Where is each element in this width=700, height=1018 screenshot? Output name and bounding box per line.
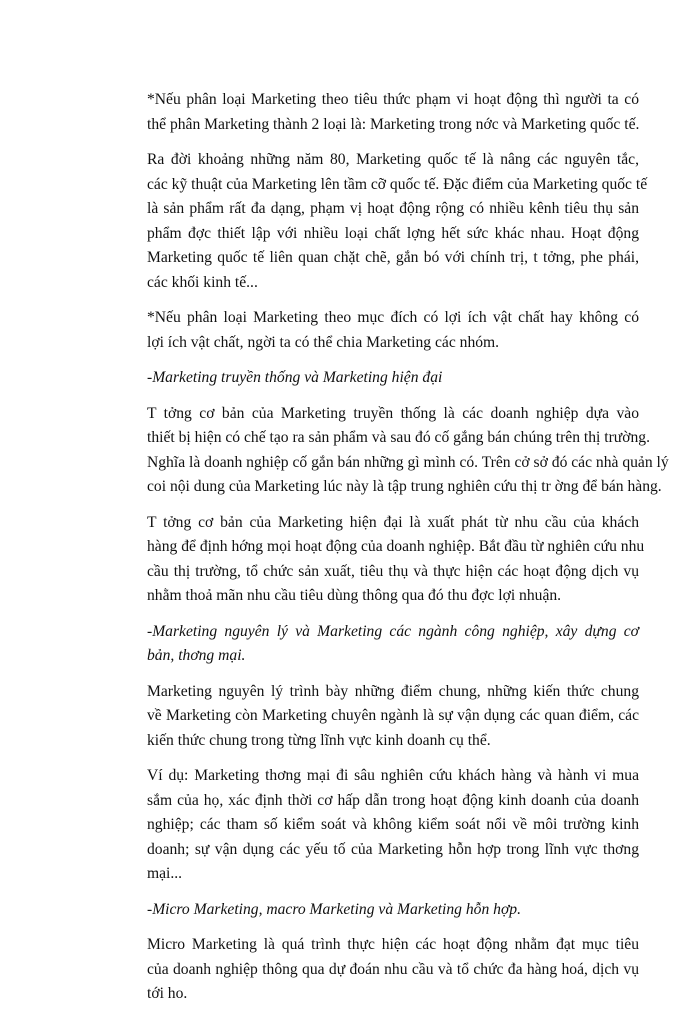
text-line: *Nếu phân loại Marketing theo tiêu thức phạm vi hoạt động thì người ta có (147, 91, 639, 108)
paragraph-micro-marketing (112, 933, 639, 1007)
text-line: mại... (147, 865, 183, 882)
text-line: Marketing nguyên lý trình bày những điểm chung, những kiến thức chung (147, 682, 639, 700)
subheading-principles-industries (112, 620, 639, 669)
text-line: bản, thơng mại. (147, 647, 246, 664)
text-line: các khối kinh tế... (147, 273, 258, 291)
subheading-micro-macro (112, 898, 639, 923)
text-line: các kỹ thuật của Marketing lên tầm cỡ quốc tế. Đặc điểm của Marketing quốc tế (147, 175, 648, 193)
document-page (112, 88, 669, 1018)
paragraph-marketing-scope (112, 88, 639, 137)
text-line: Marketing quốc tế liên quan chặt chẽ, gắn bó với chính trị, t tởng, phe phái, (147, 249, 639, 266)
text-line: lợi ích vật chất, ngời ta có thể chia Marketing các nhóm. (147, 333, 500, 351)
text-line: hàng để định hớng mọi hoạt động của doanh nghiệp. Bắt đầu từ nghiên cứu nhu (147, 538, 645, 555)
text-line: về Marketing còn Marketing chuyên ngành là sự vận dụng các quan điểm, các (147, 707, 639, 724)
text-line: cầu thị trường, tổ chức sản xuất, tiêu thụ và thực hiện các hoạt động dịch vụ (147, 562, 639, 580)
text-line: là sản phẩm rất đa dạng, phạm vị hoạt động rộng có nhiều kênh tiêu thụ sản (147, 200, 639, 217)
text-line: phẩm đợc thiết lập với nhiều loại chất lợng hết sức khác nhau. Hoạt động (147, 224, 639, 242)
text-line: -Marketing nguyên lý và Marketing các ngành công nghiệp, xây dựng cơ (147, 622, 639, 640)
text-line: T tởng cơ bản của Marketing truyền thống là các doanh nghiệp dựa vào (147, 404, 639, 422)
text-line: *Nếu phân loại Marketing theo mục đích có lợi ích vật chất hay không có (147, 309, 639, 326)
paragraph-modern-marketing (112, 511, 645, 609)
text-line: Ví dụ: Marketing thơng mại đi sâu nghiên cứu khách hàng và hành vi mua (147, 767, 639, 784)
text-line: thiết bị hiện có chế tạo ra sản phẩm và sau đó cố gắng bán chúng trên thị trường. (147, 429, 650, 446)
paragraph-principles-marketing (112, 680, 639, 754)
text-line: kiến thức chung trong từng lĩnh vực kinh doanh cụ thể. (147, 731, 491, 749)
text-line: T tởng cơ bản của Marketing hiện đại là xuất phát từ nhu cầu của khách (147, 513, 639, 531)
text-line: nghiệp; các tham số kiểm soát và không kiểm soát nổi về môi trường kinh (147, 816, 639, 833)
paragraph-international-marketing (112, 148, 648, 295)
text-line: doanh; sự vận dụng các yếu tố của Marketing hỗn hợp trong lĩnh vực thơng (147, 840, 639, 858)
paragraph-example-commerce (112, 764, 639, 887)
text-line: của doanh nghiệp thông qua dự đoán nhu cầu và tổ chức đa hàng hoá, dịch vụ (147, 960, 639, 978)
text-line: coi nội dung của Marketing lúc này là tập trung nghiên cứu thị tr ờng để bán hàng. (147, 478, 662, 495)
text-line: Micro Marketing là quá trình thực hiện các hoạt động nhằm đạt mục tiêu (147, 936, 639, 953)
paragraph-traditional-marketing (112, 402, 669, 500)
text-line: -Micro Marketing, macro Marketing và Marketing hỗn hợp. (147, 900, 521, 918)
text-line: sắm của họ, xác định thời cơ hấp dẫn trong hoạt động kinh doanh của doanh (147, 791, 639, 809)
text-line: nhằm thoả mãn nhu cầu tiêu dùng thông qua đó thu đợc lợi nhuận. (147, 587, 562, 604)
text-line: tới ho. (147, 985, 188, 1002)
text-line: -Marketing truyền thống và Marketing hiện đại (147, 369, 443, 386)
text-line: Ra đời khoảng những năm 80, Marketing quốc tế là nâng các nguyên tắc, (147, 151, 639, 168)
paragraph-marketing-purpose (112, 306, 639, 355)
text-line: Nghĩa là doanh nghiệp cố gắn bán những gì mình có. Trên cở sở đó các nhà quản lý (147, 453, 669, 471)
text-line: thể phân Marketing thành 2 loại là: Marketing trong nớc và Marketing quốc tế. (147, 115, 640, 133)
subheading-traditional-modern (112, 366, 639, 391)
